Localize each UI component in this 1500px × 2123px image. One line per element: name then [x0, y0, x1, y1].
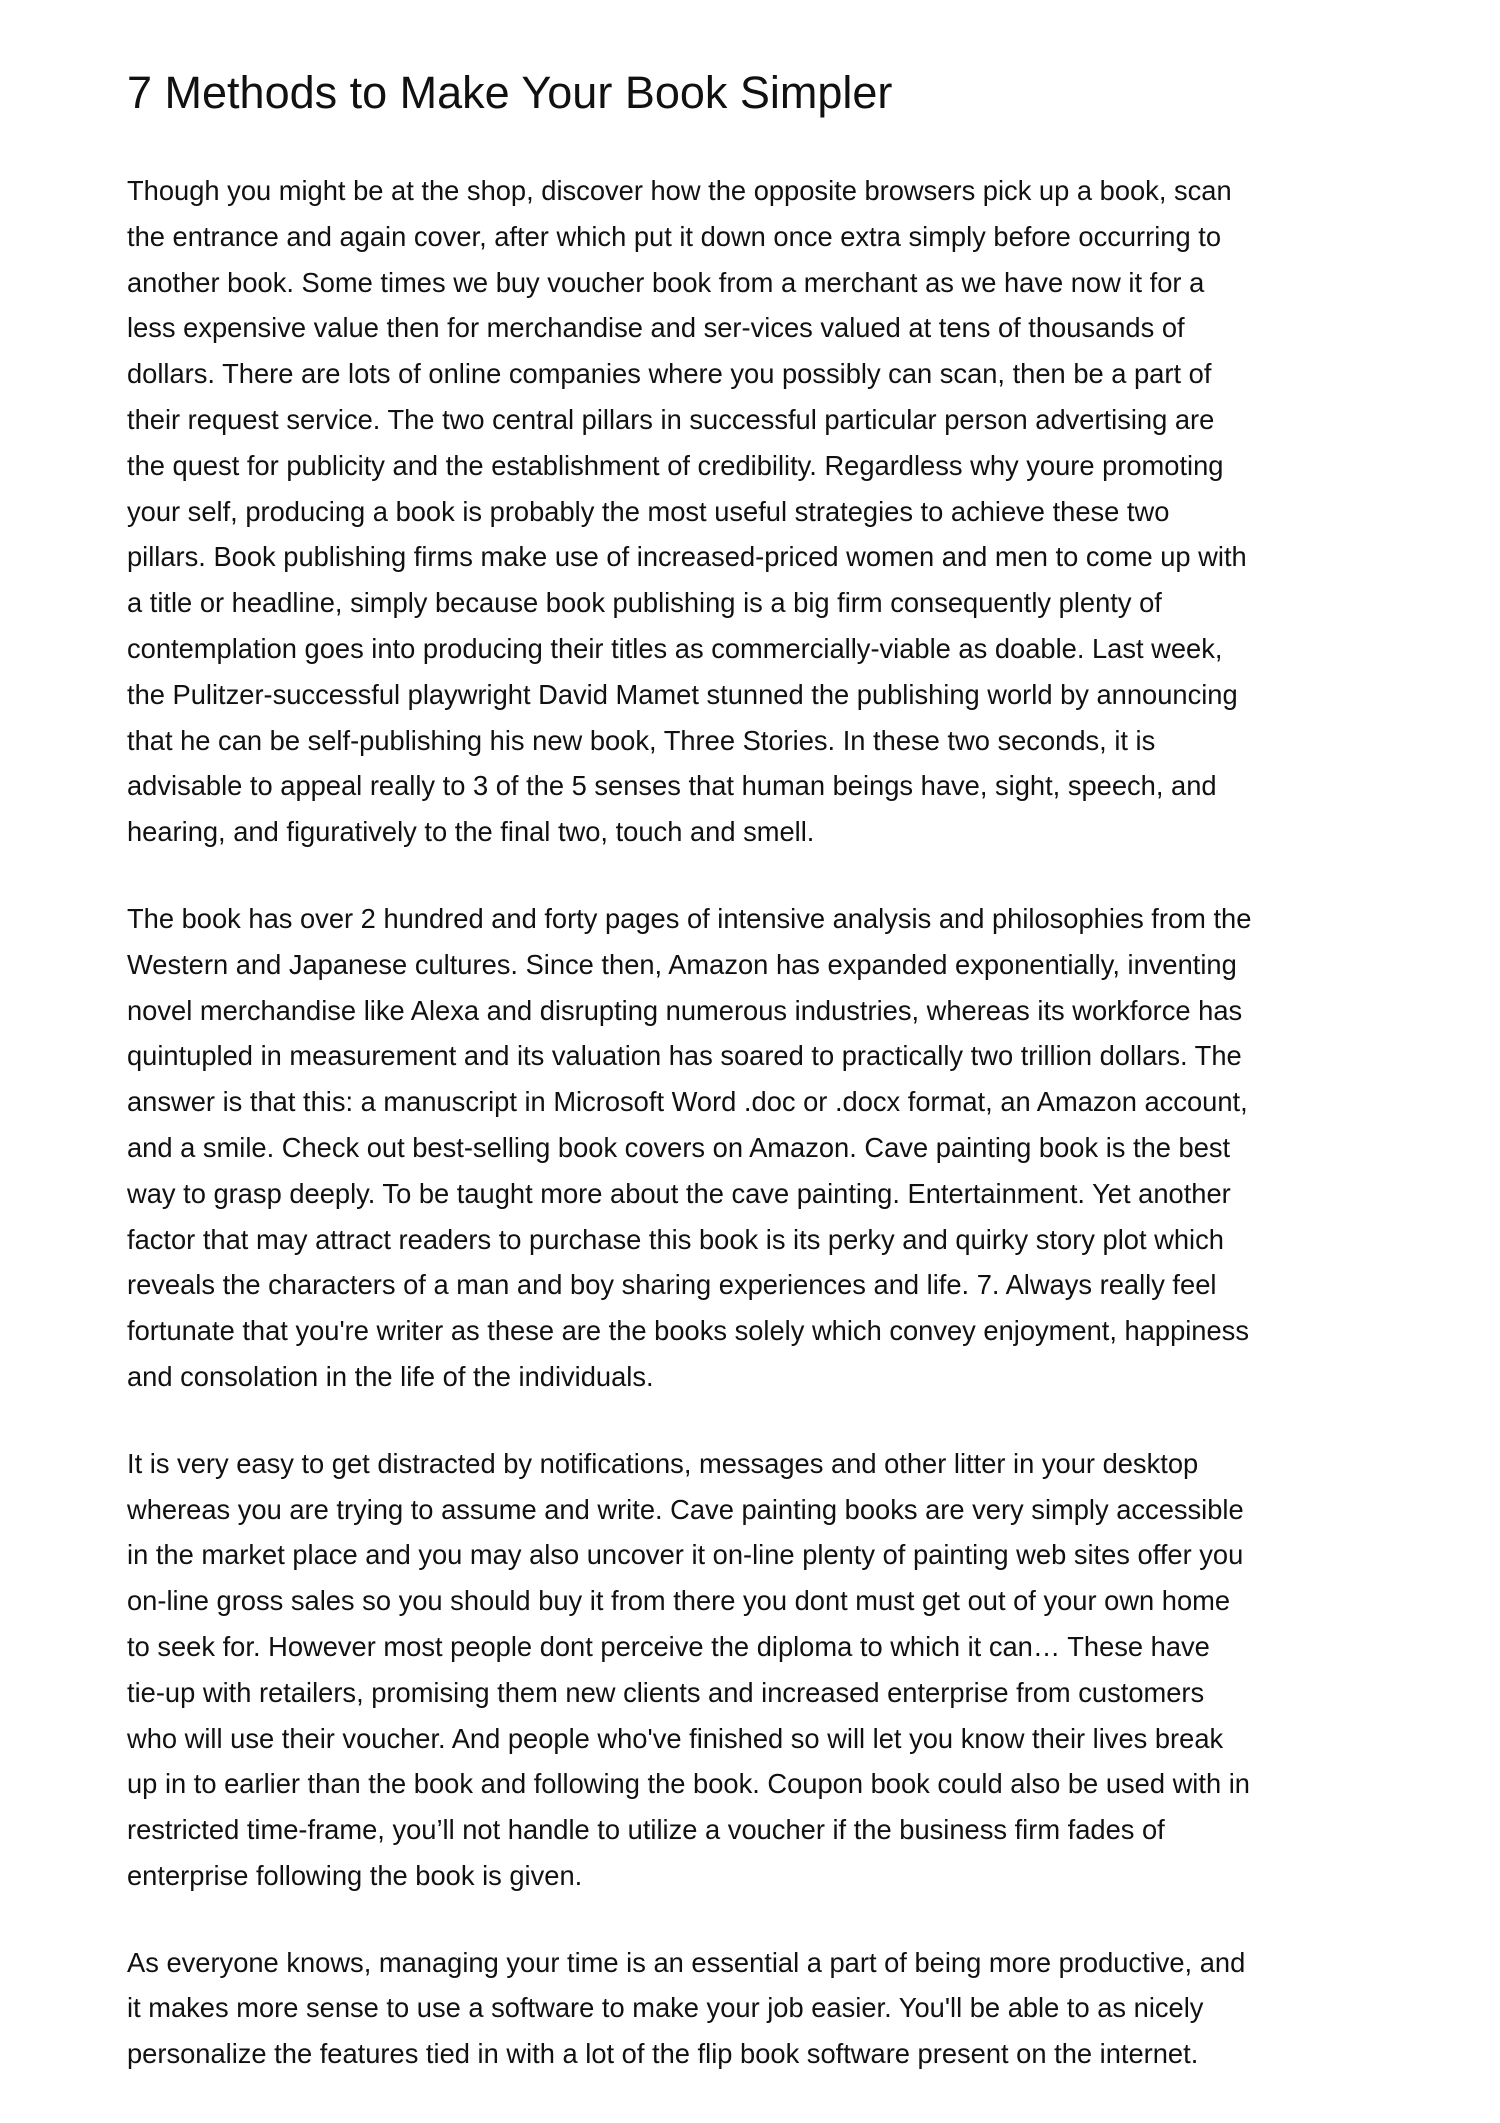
- paragraph: [127, 896, 1427, 1400]
- text-line: advisable to appeal really to 3 of the 5 senses that human beings have, sight, speech, and: [127, 770, 1217, 802]
- text-line: the Pulitzer-successful playwright David Mamet stunned the publishing world by announcing: [127, 678, 1238, 710]
- text-line: dollars. There are lots of online companies where you possibly can scan, then be a part of: [127, 358, 1212, 390]
- text-line: quintupled in measurement and its valuation has soared to practically two trillion dollars. The: [127, 1040, 1242, 1072]
- text-line: less expensive value then for merchandise and ser-vices valued at tens of thousands of: [127, 312, 1185, 344]
- page-title: 7 Methods to Make Your Book Simpler: [127, 67, 893, 118]
- text-line: hearing, and figuratively to the final two, touch and smell.: [127, 816, 815, 848]
- paragraph: [127, 1441, 1427, 1899]
- text-line: that he can be self-publishing his new book, Three Stories. In these two seconds, it is: [127, 724, 1156, 756]
- text-line: up in to earlier than the book and following the book. Coupon book could also be used with in: [127, 1768, 1250, 1800]
- text-line: in the market place and you may also uncover it on-line plenty of painting web sites offer you: [127, 1539, 1244, 1571]
- text-line: fortunate that you're writer as these are the books solely which convey enjoyment, happiness: [127, 1315, 1249, 1347]
- text-line: Western and Japanese cultures. Since then, Amazon has expanded exponentially, inventing: [127, 948, 1237, 980]
- text-line: their request service. The two central pillars in successful particular person advertising are: [127, 403, 1215, 435]
- text-line: the quest for publicity and the establishment of credibility. Regardless why youre promoting: [127, 449, 1224, 481]
- text-line: Though you might be at the shop, discover how the opposite browsers pick up a book, scan: [127, 175, 1232, 206]
- text-line: the entrance and again cover, after which put it down once extra simply before occurring to: [127, 220, 1222, 252]
- text-line: factor that may attract readers to purchase this book is its perky and quirky story plot which: [127, 1223, 1224, 1255]
- text-line: your self, producing a book is probably the most useful strategies to achieve these two: [127, 495, 1170, 527]
- text-line: It is very easy to get distracted by notifications, messages and other litter in your desktop: [127, 1447, 1199, 1479]
- text-line: As everyone knows, managing your time is an essential a part of being more productive, and: [127, 1946, 1246, 1978]
- text-line: pillars. Book publishing firms make use of increased-priced women and men to come up with: [127, 541, 1247, 573]
- text-line: and a smile. Check out best-selling book covers on Amazon. Cave painting book is the best: [127, 1131, 1231, 1163]
- text-line: way to grasp deeply. To be taught more about the cave painting. Entertainment. Yet another: [127, 1177, 1231, 1209]
- text-line: personalize the features tied in with a lot of the flip book software present on the internet.: [127, 2038, 1199, 2070]
- text-line: reveals the characters of a man and boy sharing experiences and life. 7. Always really feel: [127, 1269, 1217, 1301]
- text-line: answer is that this: a manuscript in Microsoft Word .doc or .docx format, an Amazon account,: [127, 1086, 1248, 1118]
- text-line: to seek for. However most people dont perceive the diploma to which it can… These have: [127, 1630, 1210, 1662]
- text-line: restricted time-frame, you’ll not handle to utilize a voucher if the business firm fades of: [127, 1814, 1165, 1846]
- text-line: and consolation in the life of the individuals.: [127, 1360, 654, 1392]
- text-line: who will use their voucher. And people who've finished so will let you know their lives break: [127, 1722, 1224, 1754]
- text-line: it makes more sense to use a software to make your job easier. You'll be able to as nicely: [127, 1992, 1204, 2024]
- text-line: contemplation goes into producing their titles as commercially-viable as doable. Last week,: [127, 632, 1223, 664]
- text-line: another book. Some times we buy voucher book from a merchant as we have now it for a: [127, 266, 1205, 298]
- text-line: novel merchandise like Alexa and disrupting numerous industries, whereas its workforce has: [127, 994, 1243, 1026]
- text-line: The book has over 2 hundred and forty pages of intensive analysis and philosophies from the: [127, 902, 1252, 934]
- text-line: enterprise following the book is given.: [127, 1859, 583, 1891]
- paragraph: [127, 1940, 1427, 2077]
- text-line: a title or headline, simply because book publishing is a big firm consequently plenty of: [127, 587, 1162, 619]
- text-line: tie-up with retailers, promising them new clients and increased enterprise from customers: [127, 1676, 1205, 1708]
- article-body: [127, 168, 1427, 2118]
- text-line: on-line gross sales so you should buy it from there you dont must get out of your own home: [127, 1585, 1231, 1617]
- text-line: whereas you are trying to assume and write. Cave painting books are very simply accessible: [127, 1493, 1244, 1525]
- paragraph: [127, 168, 1427, 855]
